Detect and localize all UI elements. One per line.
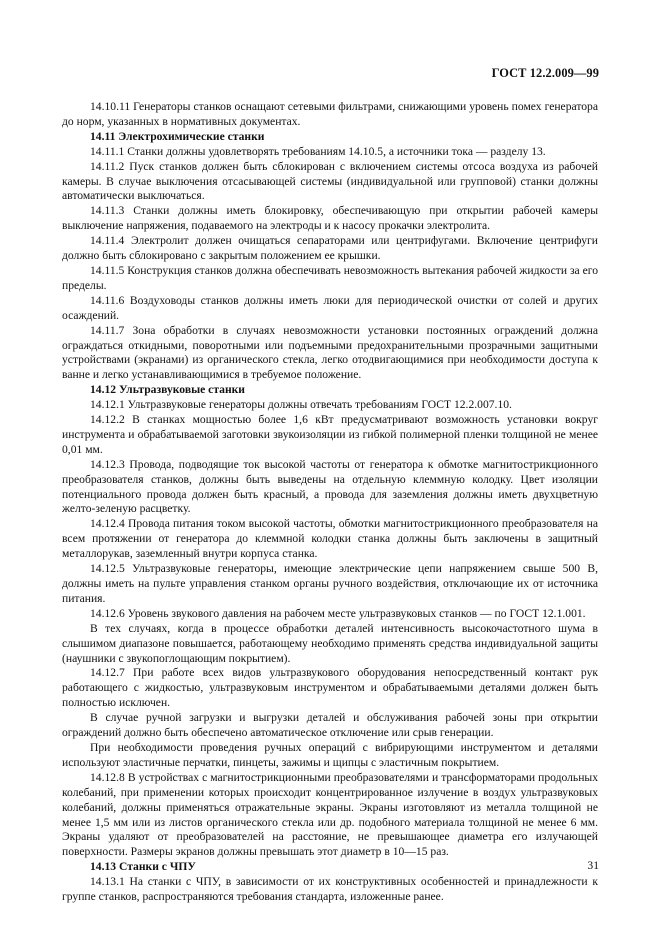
paragraph: 14.11.2 Пуск станков должен быть сблокирован с включением системы отсоса воздуха из рабочей камеры. В случае выключения отсасывающей системы (индивидуальной или групповой) станки должны автоматически выключаться. [62, 159, 598, 203]
section-heading: 14.13 Станки с ЧПУ [90, 860, 196, 874]
paragraph: 14.12.2 В станках мощностью более 1,6 кВт предусматривают возможность установки вокруг инструмента и обрабатываемой заготовки звукоизоляции из гибкой полимерной пленки толщиной не менее 0,01 мм. [62, 413, 598, 456]
paragraph: 14.11.3 Станки должны иметь блокировку, обеспечивающую при открытии рабочей камеры выключение напряжения, подаваемого на электроды и к насосу прокачки электролита. [62, 204, 598, 233]
paragraph: 14.11.7 Зона обработки в случаях невозможности установки постоянных ограждений должна ограждаться откидными, поворотными или подъемными предохранительными прозрачными защитными устройствами (экранами) из органического стекла, легко отодвигающимися при необходимости доступа к ванне и легко устанавливающимися в требуемое положение. [62, 323, 598, 382]
page-number: 31 [587, 859, 599, 872]
paragraph: 14.12.8 В устройствах с магнитострикционными преобразователями и трансформаторами продольных колебаний, при применении которых происходит концентрированное излучение в воздух ультразвуковых колебаний, должны применяться отражательные экраны. Экраны изготовляют из металла толщиной не менее 1,5 мм или из листов органического стекла или др. подобного материала толщиной не менее 6 мм. Экраны удаляют от преобразователей на расстояние, не превышающее диаметра его излучающей поверхности. Размеры экранов должны превышать этот диаметр в 10—15 раз. [62, 770, 598, 859]
paragraph: 14.12.5 Ультразвуковые генераторы, имеющие электрические цепи напряжением свыше 500 В, должны иметь на пульте управления станком органы ручного воздействия, отключающие их от источника питания. [62, 562, 598, 605]
paragraph: 14.12.4 Провода питания током высокой частоты, обмотки магнитострикционного преобразователя на всем протяжении от генератора до клеммной колодки станка должны быть заключены в защитный металлорукав, заземленный внутри корпуса станка. [62, 517, 598, 561]
paragraph: 14.11.6 Воздуховоды станков должны иметь люки для периодической очистки от солей и других осаждений. [62, 293, 598, 322]
paragraph: 14.12.7 При работе всех видов ультразвукового оборудования непосредственный контакт рук работающего с жидкостью, ультразвуковым инструментом и обрабатываемыми деталями должен быть полностью исключен. [62, 666, 598, 710]
paragraph: В случае ручной загрузки и выгрузки деталей и обслуживания рабочей зоны при открытии ограждений должно быть обеспечено автоматическое отключение или срыв генерации. [62, 711, 598, 740]
section-heading: 14.12 Ультразвуковые станки [90, 383, 245, 397]
paragraph: 14.11.1 Станки должны удовлетворять требованиям 14.10.5, а источники тока — разделу 13. [90, 144, 546, 158]
section-heading: 14.11 Электрохимические станки [90, 129, 265, 143]
paragraph: 14.11.5 Конструкция станков должна обеспечивать невозможность вытекания рабочей жидкости за его пределы. [62, 263, 598, 292]
paragraph: В тех случаях, когда в процессе обработки деталей интенсивность высокочастотного шума в слышимом диапазоне повышается, работающему необходимо применять средства индивидуальной защиты (наушники с звукопоглощающим покрытием). [62, 621, 598, 665]
paragraph: 14.11.4 Электролит должен очищаться сепараторами или центрифугами. Включение центрифуги должно быть сблокировано с закрытым положением ее крышки. [62, 234, 598, 263]
paragraph: 14.12.1 Ультразвуковые генераторы должны отвечать требованиям ГОСТ 12.2.007.10. [90, 398, 512, 412]
paragraph: 14.10.11 Генераторы станков оснащают сетевыми фильтрами, снижающими уровень помех генератора до норм, указанных в нормативных документах. [62, 100, 598, 128]
paragraph: 14.12.6 Уровень звукового давления на рабочем месте ультразвуковых станков — по ГОСТ 12.1.001. [90, 606, 586, 620]
document-code: ГОСТ 12.2.009—99 [491, 66, 599, 80]
paragraph: 14.13.1 На станки с ЧПУ, в зависимости от их конструктивных особенностей и принадлежности к группе станков, распространяются требования стандарта, изложенные ранее. [62, 875, 598, 904]
paragraph: При необходимости проведения ручных операций с вибрирующими инструментом и деталями используют эластичные перчатки, пинцеты, зажимы и щипцы с эластичным покрытием. [62, 740, 598, 769]
paragraph: 14.12.3 Провода, подводящие ток высокой частоты от генератора к обмотке магнитострикционного преобразователя станков, должны быть выведены на отдельную клеммную колодку. Цвет изоляции потенциального провода должен быть красный, а провода для заземления должны иметь двухцветную желто-зеленую расцветку. [62, 457, 598, 516]
document-body [62, 100, 598, 905]
